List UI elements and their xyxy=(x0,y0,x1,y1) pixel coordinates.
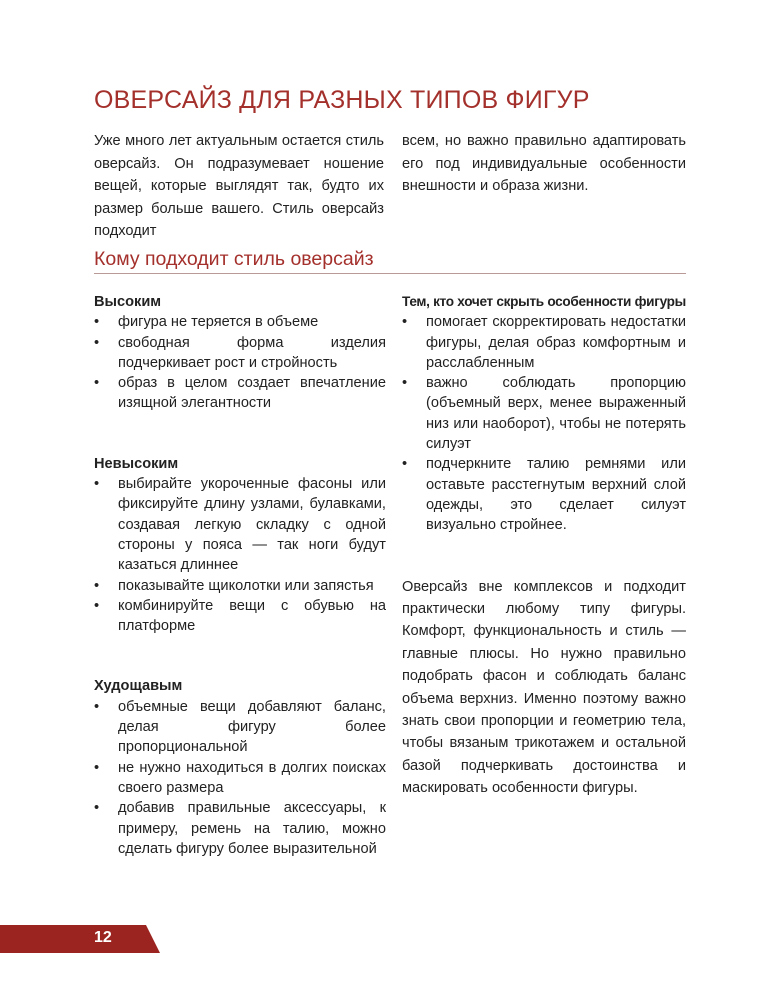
bullet-icon: • xyxy=(94,698,100,715)
bullet-icon: • xyxy=(94,334,100,351)
group-hide-features xyxy=(402,292,686,536)
page-number-tab xyxy=(0,925,160,953)
group-title-hide-features: Тем, кто хочет скрыть особенности фигуры xyxy=(402,294,686,309)
list-item xyxy=(402,312,686,373)
list-item xyxy=(94,312,386,332)
list-item xyxy=(94,333,386,374)
list-item-text: образ в целом создает впечатление изящной элегантности xyxy=(118,375,386,412)
list-item-text: фигура не теряется в объеме xyxy=(118,314,319,331)
list-item xyxy=(94,576,386,596)
bullet-icon: • xyxy=(94,577,100,594)
closing-paragraph: Оверсайз вне комплексов и подходит практически любому типу фигуры. Комфорт, функциональность и стиль — главные плюсы. Но нужно правильно подобрать фасон и соблюдать баланс объема верхниз. Именно поэтому важно знать свои пропорции и геометрию тела, чтобы вязаным трикотажем и остальной базой подчеркивать достоинства и маскировать особенности фигуры. xyxy=(402,578,686,797)
list-item-text: подчеркните талию ремнями или оставьте расстегнутым верхний слой одежды, это сделает силуэт визуально стройнее. xyxy=(426,456,686,534)
list-item xyxy=(94,474,386,575)
section-divider xyxy=(94,273,686,274)
list-item xyxy=(402,454,686,535)
list-item-text: комбинируйте вещи с обувью на платформе xyxy=(118,597,386,635)
bullet-list-slim xyxy=(94,697,386,859)
right-column xyxy=(402,292,686,800)
list-item xyxy=(94,373,386,414)
group-title-tall: Высоким xyxy=(94,294,162,310)
intro-right-column xyxy=(402,130,686,198)
left-column xyxy=(94,292,386,899)
group-slim xyxy=(94,676,386,859)
bullet-list-hide-features xyxy=(402,312,686,535)
list-item-text: выбирайте укороченные фасоны или фиксируйте длину узлами, булавками, создавая легкую складку с одной стороны у пояса — так ноги будут казаться длиннее xyxy=(118,476,386,574)
list-item-text: добавив правильные аксессуары, к примеру, ремень на талию, можно сделать фигуру более выразительной xyxy=(118,800,386,857)
section-title: Кому подходит стиль оверсайз xyxy=(94,248,374,270)
group-tall xyxy=(94,292,386,414)
bullet-icon: • xyxy=(94,314,100,331)
bullet-icon: • xyxy=(94,597,100,614)
bullet-icon: • xyxy=(94,759,100,776)
group-short xyxy=(94,454,386,637)
bullet-list-tall xyxy=(94,312,386,413)
list-item xyxy=(94,697,386,758)
intro-paragraph-start: Уже много лет актуальным остается стиль оверсайз. Он подразумевает ношение вещей, которые выглядят так, будто их размер больше вашего. Стиль оверсайз подходит xyxy=(94,133,384,239)
bullet-icon: • xyxy=(94,375,100,392)
bullet-icon: • xyxy=(402,314,408,331)
group-title-short: Невысоким xyxy=(94,455,179,472)
list-item-text: помогает скорректировать недостатки фигуры, делая образ комфортным и расслабленным xyxy=(426,314,686,371)
list-item xyxy=(94,798,386,859)
bullet-icon: • xyxy=(94,800,100,817)
group-title-slim: Худощавым xyxy=(94,678,183,695)
list-item-text: важно соблюдать пропорцию (объемный верх, менее выраженный низ или наоборот), чтобы не потерять силуэт xyxy=(426,375,686,453)
intro-left-column xyxy=(94,130,384,243)
bullet-list-short xyxy=(94,474,386,636)
list-item xyxy=(402,373,686,454)
bullet-icon: • xyxy=(402,375,408,392)
page-number: 12 xyxy=(94,929,112,946)
list-item xyxy=(94,596,386,637)
list-item-text: показывайте щиколотки или запястья xyxy=(118,577,374,594)
list-item xyxy=(94,758,386,799)
list-item-text: объемные вещи добавляют баланс, делая фигуру более пропорциональной xyxy=(118,698,386,756)
bullet-icon: • xyxy=(402,456,408,473)
intro-paragraph-end: всем, но важно правильно адаптировать его под индивидуальные особенности внешности и образа жизни. xyxy=(402,133,686,194)
list-item-text: не нужно находиться в долгих поисках своего размера xyxy=(118,759,386,796)
page-title: ОВЕРСАЙЗ ДЛЯ РАЗНЫХ ТИПОВ ФИГУР xyxy=(94,86,590,114)
list-item-text: свободная форма изделия подчеркивает рост и стройность xyxy=(118,334,386,371)
bullet-icon: • xyxy=(94,476,100,493)
